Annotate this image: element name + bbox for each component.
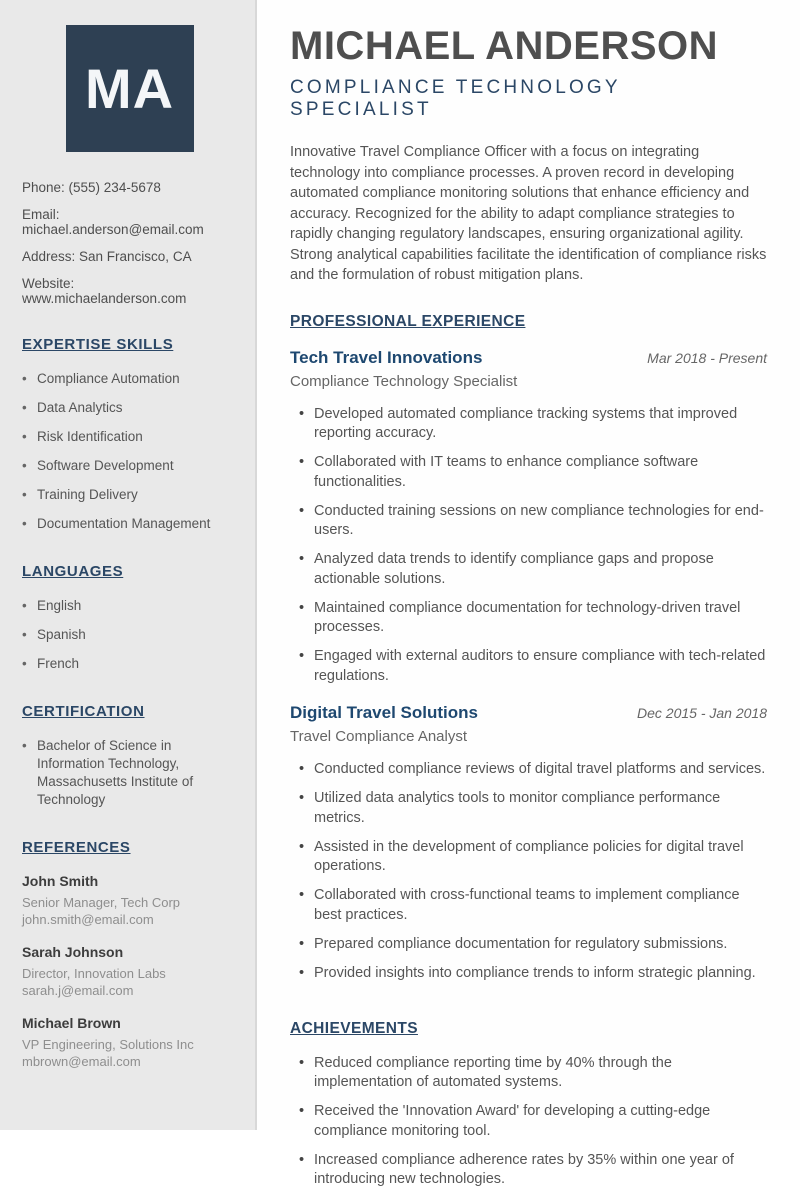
bullet-item (290, 935, 767, 955)
contact-phone: Phone: (555) 234-5678 (22, 180, 161, 195)
bullet-icon: • (299, 887, 305, 903)
references-section (22, 839, 237, 1070)
bullet-icon: • (299, 454, 305, 470)
bullet-icon: • (299, 761, 305, 777)
avatar (66, 25, 194, 152)
bullet-item (290, 647, 767, 686)
bullet-icon: • (22, 371, 27, 386)
bullet-text: Utilized data analytics tools to monitor compliance performance metrics. (314, 790, 721, 826)
reference-role: Senior Manager, Tech Corp (22, 895, 181, 910)
skill-label: Software Development (37, 458, 174, 473)
reference-entry (22, 944, 237, 999)
bullet-item (290, 405, 767, 444)
language-label: French (37, 656, 80, 671)
reference-name: Michael Brown (22, 1015, 121, 1031)
list-item (22, 399, 237, 417)
bullet-item (290, 760, 767, 780)
bullet-icon: • (22, 627, 27, 642)
languages-section (22, 563, 237, 673)
bullet-icon: • (22, 487, 27, 502)
job-header (290, 348, 767, 368)
expertise-skills-list (22, 370, 237, 533)
bullet-icon: • (299, 405, 305, 422)
company-name: Tech Travel Innovations (290, 347, 483, 367)
list-item (22, 370, 237, 388)
bullet-item (290, 453, 767, 492)
reference-role: VP Engineering, Solutions Inc (22, 1037, 194, 1052)
person-name: MICHAEL ANDERSON (290, 24, 719, 68)
list-item (22, 626, 237, 644)
job-entry (290, 348, 767, 687)
bullet-text: Developed automated compliance tracking systems that improved reporting accuracy. (314, 405, 738, 441)
list-item (22, 457, 237, 475)
job-header (290, 703, 767, 723)
contact-block (22, 180, 237, 306)
job-role: Compliance Technology Specialist (290, 372, 518, 390)
achievements-heading: ACHIEVEMENTS (290, 1019, 418, 1037)
bullet-text: Conducted compliance reviews of digital travel platforms and services. (314, 761, 766, 777)
list-item (22, 737, 237, 809)
bullet-text: Provided insights into compliance trends to inform strategic planning. (314, 964, 756, 981)
bullet-text: Prepared compliance documentation for regulatory submissions. (314, 935, 728, 952)
bullet-item (290, 502, 767, 541)
list-item (22, 486, 237, 504)
achievements-list (290, 1054, 767, 1190)
bullet-item (290, 1102, 767, 1141)
bullet-text: Collaborated with IT teams to enhance compliance software functionalities. (314, 454, 699, 490)
reference-email: john.smith@email.com (22, 912, 154, 927)
bullet-icon: • (22, 516, 27, 531)
bullet-icon: • (22, 598, 27, 613)
avatar-initials: MA (84, 57, 175, 120)
skill-label: Data Analytics (37, 400, 123, 415)
reference-entry (22, 1015, 237, 1070)
expertise-skills-heading: EXPERTISE SKILLS (22, 336, 174, 353)
job-bullet-list (290, 405, 767, 687)
summary-paragraph: Innovative Travel Compliance Officer with a focus on integrating technology into compliance processes. A proven record in developing automated compliance monitoring solutions that enhance efficiency and accuracy. Recognized for the ability to adapt compliance strategies to rapidly changing regulatory landscapes, ensuring organizational agility. Strong analytical capabilities facilitate the identification of compliance risks and the formulation of robust mitigation plans. (290, 144, 767, 283)
reference-email: sarah.j@email.com (22, 983, 134, 998)
bullet-icon: • (299, 790, 305, 806)
bullet-text: Increased compliance adherence rates by 35% within one year of introducing new technologies. (314, 1151, 734, 1187)
experience-heading: PROFESSIONAL EXPERIENCE (290, 312, 526, 330)
skill-label: Risk Identification (37, 429, 143, 444)
certification-heading: CERTIFICATION (22, 703, 145, 720)
reference-role: Director, Innovation Labs (22, 966, 166, 981)
job-role: Travel Compliance Analyst (290, 728, 468, 745)
bullet-text: Maintained compliance documentation for technology-driven travel processes. (314, 599, 741, 635)
sidebar (0, 0, 257, 1130)
bullet-item (290, 1151, 767, 1190)
job-bullet-list (290, 760, 767, 983)
contact-website: Website: www.michaelanderson.com (22, 276, 187, 306)
job-entry (290, 703, 767, 983)
bullet-icon: • (299, 502, 305, 519)
job-dates: Dec 2015 - Jan 2018 (637, 705, 767, 721)
bullet-icon: • (299, 1054, 305, 1071)
contact-address: Address: San Francisco, CA (22, 249, 192, 264)
references-heading: REFERENCES (22, 839, 131, 856)
list-item (22, 655, 237, 673)
language-label: Spanish (37, 627, 86, 642)
bullet-item (290, 838, 767, 877)
language-label: English (37, 598, 82, 613)
languages-list (22, 597, 237, 673)
company-name: Digital Travel Solutions (290, 703, 478, 722)
list-item (22, 597, 237, 615)
bullet-text: Assisted in the development of compliance policies for digital travel operations. (314, 838, 744, 874)
list-item (22, 515, 237, 533)
bullet-icon: • (299, 599, 305, 616)
bullet-icon: • (22, 429, 27, 444)
bullet-item (290, 789, 767, 828)
bullet-text: Reduced compliance reporting time by 40% through the implementation of automated systems. (314, 1054, 672, 1090)
person-title: COMPLIANCE TECHNOLOGY SPECIALIST (290, 77, 621, 120)
bullet-item (290, 599, 767, 638)
main-content (257, 0, 800, 1187)
reference-name: John Smith (22, 873, 99, 889)
reference-name: Sarah Johnson (22, 944, 124, 960)
bullet-text: Received the 'Innovation Award' for developing a cutting-edge compliance monitoring tool. (314, 1103, 711, 1139)
certification-label: Bachelor of Science in Information Technology, Massachusetts Institute of Technology (37, 738, 194, 807)
job-dates: Mar 2018 - Present (647, 349, 767, 366)
certification-section (22, 703, 237, 809)
bullet-icon: • (299, 648, 305, 664)
bullet-text: Engaged with external auditors to ensure compliance with tech-related regulations. (314, 648, 766, 684)
bullet-text: Collaborated with cross-functional teams to implement compliance best practices. (314, 887, 740, 923)
expertise-skills-section (22, 336, 237, 533)
languages-heading: LANGUAGES (22, 563, 124, 580)
reference-email: mbrown@email.com (22, 1054, 141, 1069)
contact-email: Email: michael.anderson@email.com (22, 207, 204, 237)
bullet-item (290, 886, 767, 925)
list-item (22, 428, 237, 446)
skill-label: Documentation Management (37, 516, 211, 531)
bullet-icon: • (22, 656, 27, 671)
skill-label: Compliance Automation (37, 371, 180, 386)
bullet-icon: • (22, 400, 27, 415)
bullet-icon: • (299, 551, 305, 567)
bullet-icon: • (299, 964, 305, 981)
bullet-icon: • (299, 838, 305, 855)
bullet-icon: • (22, 738, 27, 753)
bullet-item (290, 1054, 767, 1093)
bullet-icon: • (299, 935, 305, 952)
bullet-icon: • (299, 1103, 305, 1119)
skill-label: Training Delivery (37, 487, 138, 502)
reference-entry (22, 873, 237, 928)
certification-list (22, 737, 237, 809)
bullet-text: Conducted training sessions on new compliance technologies for end-users. (314, 502, 764, 538)
bullet-icon: • (22, 458, 27, 473)
bullet-item (290, 964, 767, 984)
bullet-icon: • (299, 1151, 305, 1168)
bullet-text: Analyzed data trends to identify compliance gaps and propose actionable solutions. (314, 551, 714, 587)
bullet-item (290, 550, 767, 589)
